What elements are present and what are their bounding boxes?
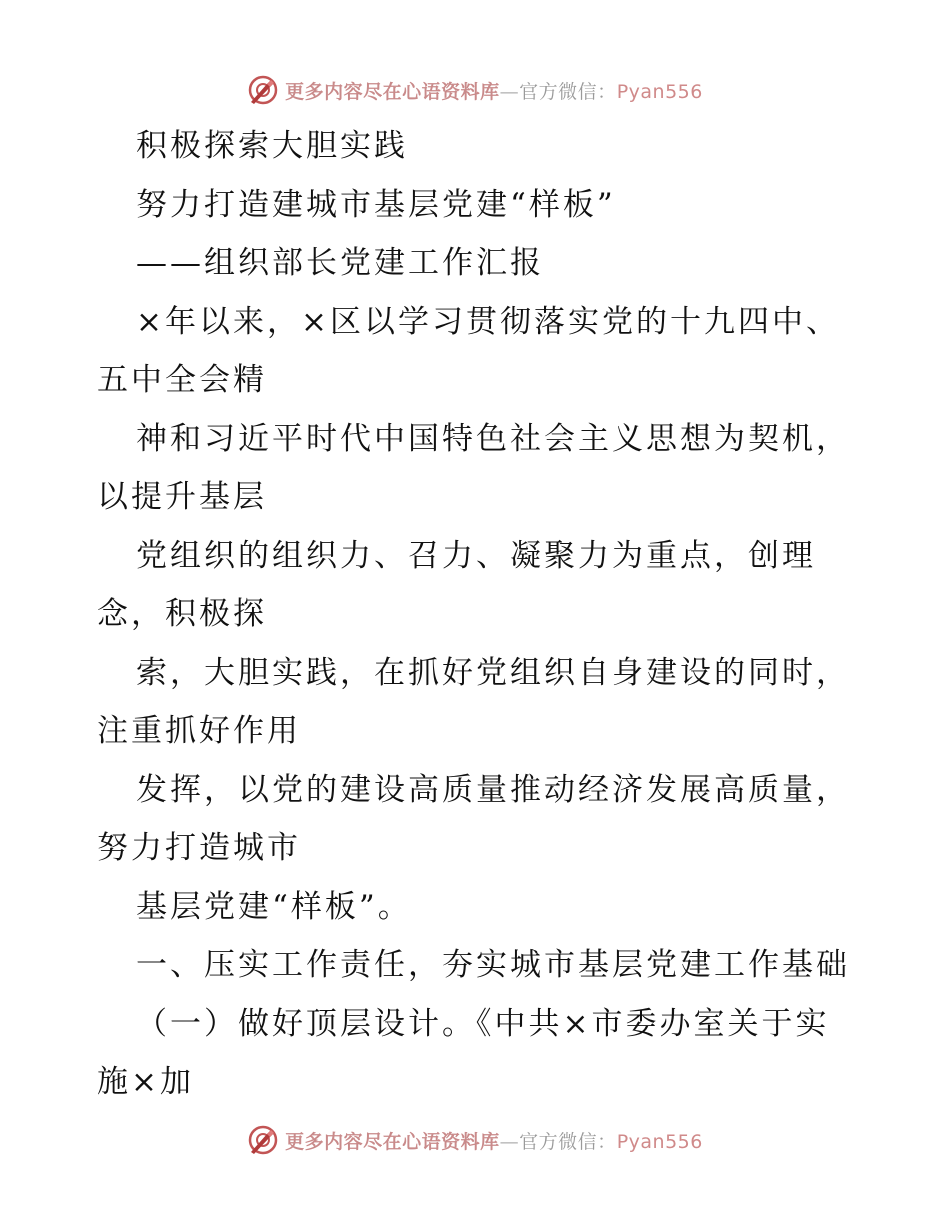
paragraph-line: 以提升基层	[97, 479, 267, 515]
doc-title-line-1: 积极探索大胆实践	[136, 128, 408, 164]
paragraph-line: 努力打造城市	[97, 830, 301, 866]
paragraph-line: 念，积极探	[97, 596, 267, 632]
paragraph-line: 五中全会精	[97, 362, 267, 398]
paragraph-line: 索，大胆实践，在抓好党组织自身建设的同时，	[136, 655, 850, 691]
red-pen-logo-icon	[247, 1124, 279, 1156]
footer-watermark-text: 更多内容尽在心语资料库—官方微信：Pyan556	[285, 1130, 703, 1153]
paragraph-line: 施×加	[97, 1064, 194, 1100]
paragraph-line: ×年以来，×区以学习贯彻落实党的十九四中、	[136, 304, 840, 340]
section-heading: 一、压实工作责任，夯实城市基层党建工作基础	[136, 947, 850, 983]
subsection-line: （一）做好顶层设计。《中共×市委办室关于实	[136, 1006, 830, 1042]
paragraph-line: 神和习近平时代中国特色社会主义思想为契机，	[136, 421, 850, 457]
paragraph-line: 基层党建“样板”。	[136, 889, 412, 925]
paragraph-line: 发挥，以党的建设高质量推动经济发展高质量，	[136, 772, 850, 808]
paragraph-line: 党组织的组织力、召力、凝聚力为重点，创理	[136, 538, 816, 574]
doc-title-line-2: 努力打造建城市基层党建“样板”	[136, 187, 616, 223]
paragraph-line: 注重抓好作用	[97, 713, 301, 749]
red-pen-logo-icon	[247, 74, 279, 106]
header-watermark-text: 更多内容尽在心语资料库—官方微信：Pyan556	[285, 80, 703, 103]
footer-watermark-banner	[0, 1120, 950, 1160]
doc-subtitle: ——组织部长党建工作汇报	[136, 245, 544, 281]
header-watermark-banner	[0, 70, 950, 110]
